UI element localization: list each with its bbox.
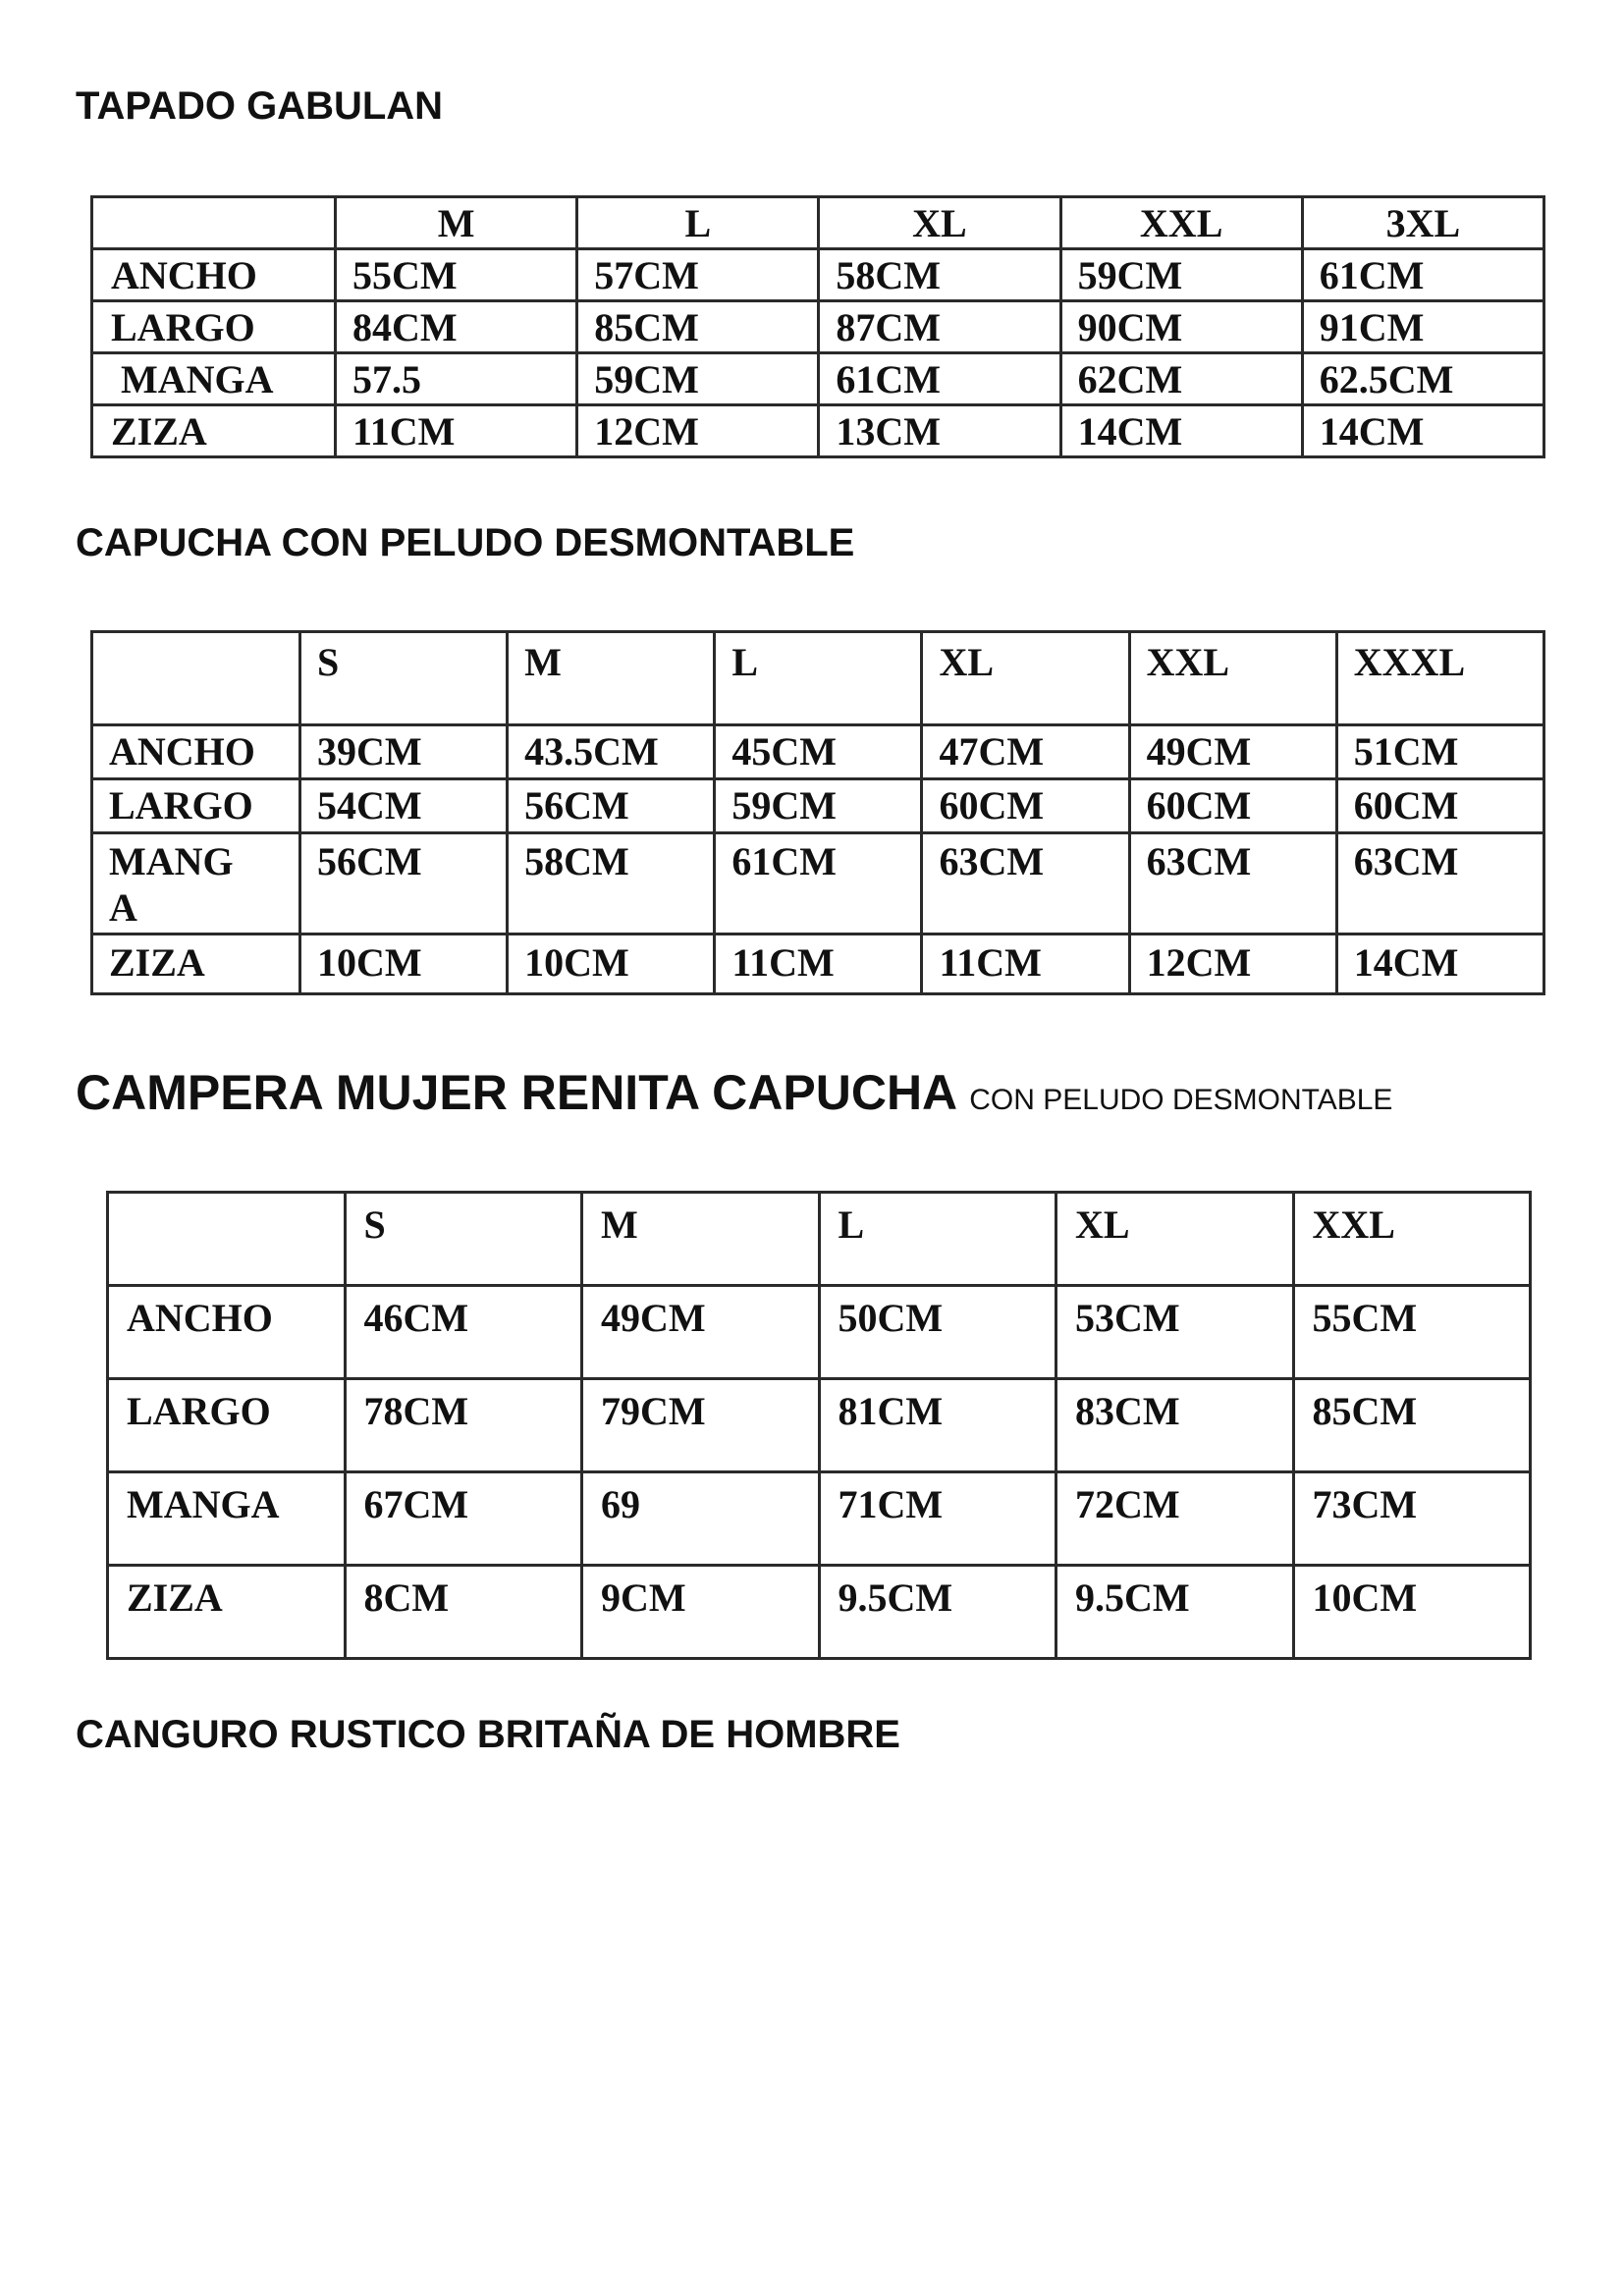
header-cell-m: M	[336, 197, 577, 249]
size-table-tapado-gabulan	[90, 195, 1545, 458]
header-cell-xxl: XXL	[1060, 197, 1302, 249]
table-row-ziza	[92, 405, 1544, 457]
table-cell: 61CM	[819, 353, 1060, 405]
table-cell: 51CM	[1336, 725, 1543, 779]
row-label: MANGA	[108, 1472, 346, 1566]
section-title-main: CAMPERA MUJER RENITA CAPUCHA	[76, 1065, 956, 1120]
table-cell: 58CM	[819, 249, 1060, 301]
table-cell: 63CM	[922, 833, 1129, 934]
row-label: LARGO	[92, 301, 336, 353]
header-cell-m: M	[582, 1193, 820, 1286]
size-table-capucha	[90, 630, 1545, 995]
header-cell-empty	[92, 632, 300, 725]
table-cell: 62CM	[1060, 353, 1302, 405]
table-cell: 12CM	[577, 405, 819, 457]
table-cell: 59CM	[715, 779, 922, 833]
table-cell: 90CM	[1060, 301, 1302, 353]
header-cell-3xl: 3XL	[1302, 197, 1543, 249]
table-cell: 14CM	[1060, 405, 1302, 457]
header-cell-xl: XL	[1056, 1193, 1294, 1286]
table-cell: 11CM	[922, 934, 1129, 994]
table-row-largo	[92, 779, 1544, 833]
size-table-campera	[106, 1191, 1532, 1660]
table-cell: 14CM	[1336, 934, 1543, 994]
header-cell-l: L	[577, 197, 819, 249]
table-cell: 62.5CM	[1302, 353, 1543, 405]
table-cell: 60CM	[1336, 779, 1543, 833]
table-cell: 10CM	[300, 934, 508, 994]
table-cell: 87CM	[819, 301, 1060, 353]
table-cell: 63CM	[1129, 833, 1336, 934]
table-row-ziza	[92, 934, 1544, 994]
table-cell: 50CM	[819, 1286, 1056, 1379]
header-cell-m: M	[508, 632, 715, 725]
table-row-manga	[92, 353, 1544, 405]
table-cell: 81CM	[819, 1379, 1056, 1472]
row-label: LARGO	[108, 1379, 346, 1472]
table-row-ziza	[108, 1566, 1531, 1659]
table-cell: 61CM	[1302, 249, 1543, 301]
table-cell: 55CM	[1293, 1286, 1531, 1379]
row-label: ANCHO	[92, 725, 300, 779]
table-cell: 11CM	[715, 934, 922, 994]
table-header-row	[92, 197, 1544, 249]
table-cell: 10CM	[508, 934, 715, 994]
header-cell-xxl: XXL	[1129, 632, 1336, 725]
table-cell: 11CM	[336, 405, 577, 457]
row-label: ZIZA	[108, 1566, 346, 1659]
header-cell-xl: XL	[819, 197, 1060, 249]
table-cell: 78CM	[345, 1379, 582, 1472]
header-cell-s: S	[345, 1193, 582, 1286]
row-label: MANG A	[92, 833, 300, 934]
table-cell: 72CM	[1056, 1472, 1294, 1566]
table-cell: 53CM	[1056, 1286, 1294, 1379]
table-header-row	[108, 1193, 1531, 1286]
table-cell: 60CM	[1129, 779, 1336, 833]
table-cell: 57CM	[577, 249, 819, 301]
table-row-ancho	[108, 1286, 1531, 1379]
table-cell: 9.5CM	[819, 1566, 1056, 1659]
table-cell: 9CM	[582, 1566, 820, 1659]
header-cell-l: L	[715, 632, 922, 725]
header-cell-empty	[108, 1193, 346, 1286]
table-cell: 58CM	[508, 833, 715, 934]
table-cell: 54CM	[300, 779, 508, 833]
section-title-capucha: CAPUCHA CON PELUDO DESMONTABLE	[76, 521, 855, 564]
table-row-manga	[92, 833, 1544, 934]
table-cell: 59CM	[1060, 249, 1302, 301]
table-cell: 59CM	[577, 353, 819, 405]
table-cell: 60CM	[922, 779, 1129, 833]
row-label: ANCHO	[92, 249, 336, 301]
table-cell: 49CM	[1129, 725, 1336, 779]
row-label: ZIZA	[92, 405, 336, 457]
table-row-ancho	[92, 249, 1544, 301]
table-cell: 85CM	[1293, 1379, 1531, 1472]
table-cell: 9.5CM	[1056, 1566, 1294, 1659]
table-cell: 83CM	[1056, 1379, 1294, 1472]
table-row-largo	[108, 1379, 1531, 1472]
row-label: ANCHO	[108, 1286, 346, 1379]
row-label: MANGA	[92, 353, 336, 405]
table-cell: 43.5CM	[508, 725, 715, 779]
table-row-ancho	[92, 725, 1544, 779]
table-cell: 39CM	[300, 725, 508, 779]
table-cell: 61CM	[715, 833, 922, 934]
section-title-tapado-gabulan: TAPADO GABULAN	[76, 84, 444, 128]
table-cell: 57.5	[336, 353, 577, 405]
header-cell-empty	[92, 197, 336, 249]
table-cell: 79CM	[582, 1379, 820, 1472]
table-cell: 85CM	[577, 301, 819, 353]
table-cell: 12CM	[1129, 934, 1336, 994]
table-cell: 56CM	[508, 779, 715, 833]
header-cell-l: L	[819, 1193, 1056, 1286]
table-cell: 56CM	[300, 833, 508, 934]
table-cell: 91CM	[1302, 301, 1543, 353]
table-cell: 71CM	[819, 1472, 1056, 1566]
table-cell: 63CM	[1336, 833, 1543, 934]
header-cell-xxl: XXL	[1293, 1193, 1531, 1286]
table-cell: 13CM	[819, 405, 1060, 457]
table-cell: 10CM	[1293, 1566, 1531, 1659]
table-row-manga	[108, 1472, 1531, 1566]
header-cell-xl: XL	[922, 632, 1129, 725]
row-label: ZIZA	[92, 934, 300, 994]
table-cell: 73CM	[1293, 1472, 1531, 1566]
row-label: LARGO	[92, 779, 300, 833]
table-cell: 49CM	[582, 1286, 820, 1379]
table-cell: 84CM	[336, 301, 577, 353]
section-subtitle: CON PELUDO DESMONTABLE	[969, 1084, 1393, 1116]
table-header-row	[92, 632, 1544, 725]
table-cell: 14CM	[1302, 405, 1543, 457]
table-cell: 67CM	[345, 1472, 582, 1566]
table-cell: 47CM	[922, 725, 1129, 779]
table-cell: 46CM	[345, 1286, 582, 1379]
table-cell: 8CM	[345, 1566, 582, 1659]
table-cell: 55CM	[336, 249, 577, 301]
header-cell-s: S	[300, 632, 508, 725]
header-cell-xxxl: XXXL	[1336, 632, 1543, 725]
table-cell: 69	[582, 1472, 820, 1566]
table-cell: 45CM	[715, 725, 922, 779]
section-title-canguro: CANGURO RUSTICO BRITAÑA DE HOMBRE	[76, 1713, 900, 1756]
table-row-largo	[92, 301, 1544, 353]
section-title-campera	[76, 1065, 1393, 1120]
